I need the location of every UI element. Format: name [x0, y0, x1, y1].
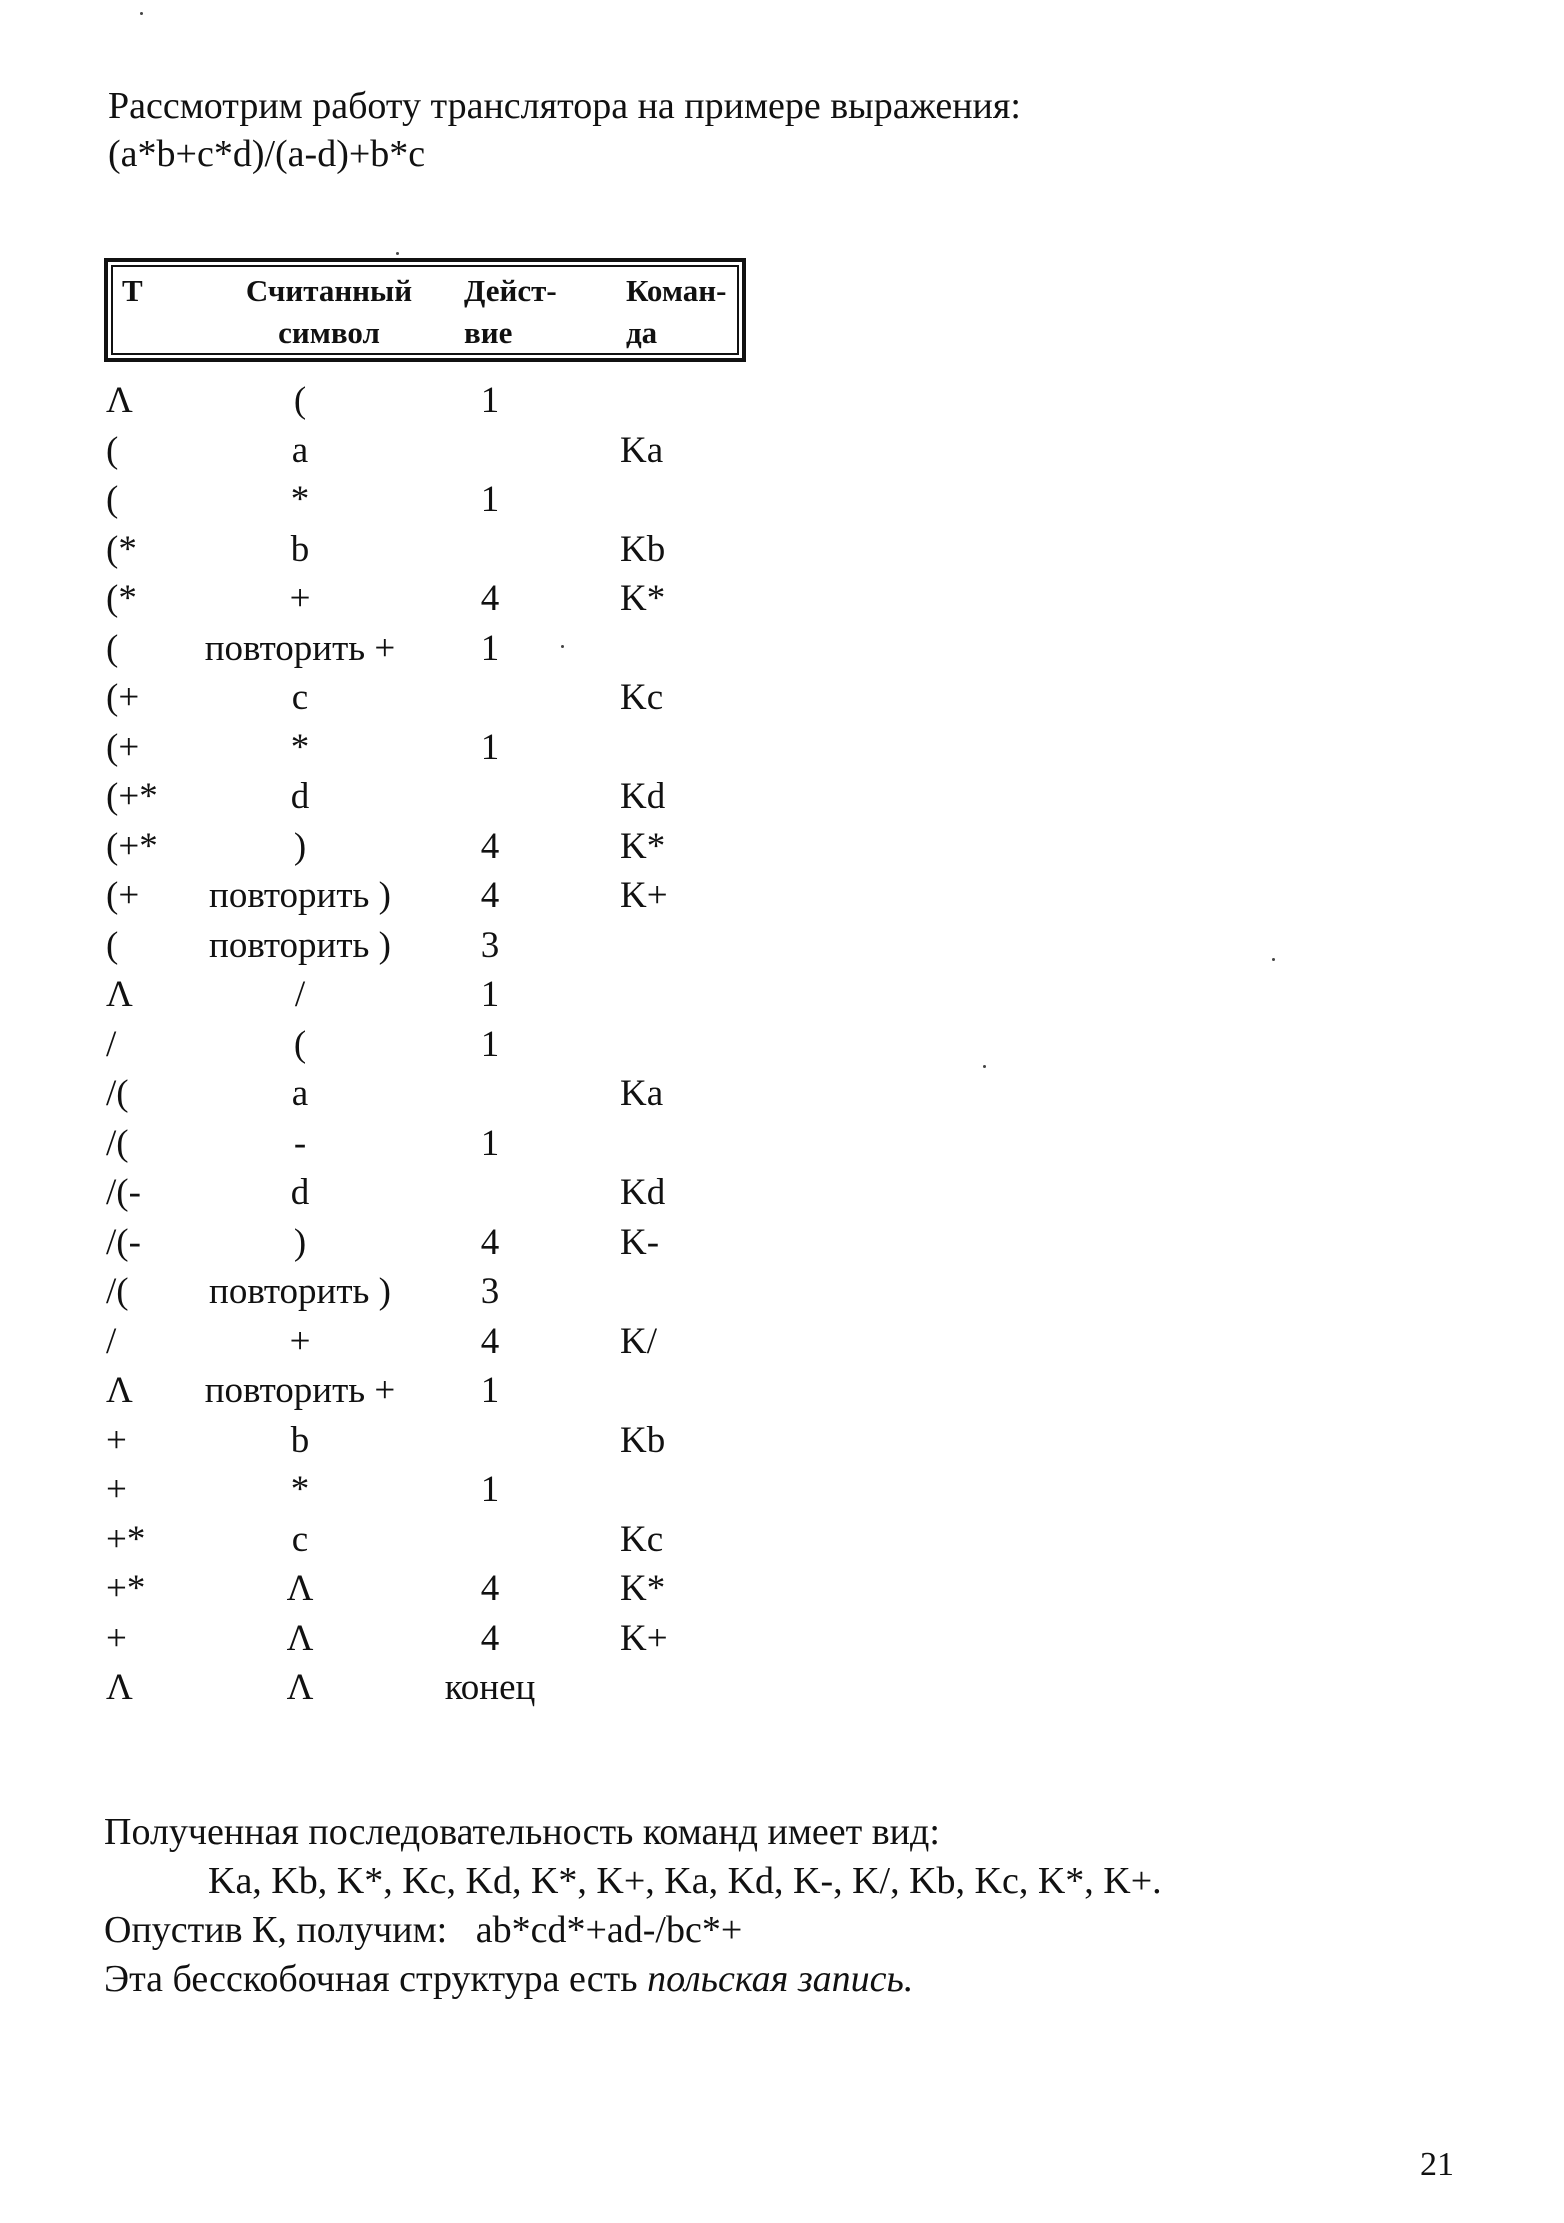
symbol-cell: Λ: [286, 1667, 314, 1708]
symbol-cell: повторить +: [204, 1370, 396, 1411]
conclusion-line-1: Полученная последовательность команд имеет вид:: [104, 1811, 940, 1853]
action-cell: 1: [480, 627, 500, 669]
command-cell: Kb: [620, 1419, 666, 1461]
page-number: 21: [1420, 2146, 1454, 2183]
header-action: Дейст- вие: [464, 273, 557, 350]
command-cell: Kb: [620, 528, 666, 570]
command-cell: Ka: [620, 1073, 664, 1114]
stack-cell: (: [106, 429, 119, 471]
stack-cell: (*: [106, 578, 137, 619]
command-sequence: Ka, Kb, K*, Kc, Kd, K*, K+, Ka, Kd, K-, K/, Kb, Kc, K*, K+.: [208, 1860, 1162, 1902]
action-cell: 1: [480, 479, 500, 520]
symbol-cell: *: [290, 1469, 310, 1510]
stack-cell: /: [106, 1320, 117, 1362]
conclusion-line-4-text: Эта бесскобочная структура есть: [104, 1958, 648, 2000]
action-cell: 4: [480, 1221, 500, 1263]
symbol-cell: b: [290, 1419, 310, 1461]
stack-cell: (+: [106, 875, 140, 916]
header-command: Коман- да: [626, 273, 727, 350]
action-cell: 4: [480, 1617, 500, 1659]
symbol-cell: *: [290, 479, 310, 520]
symbol-cell: повторить ): [209, 875, 391, 916]
table-header: [104, 258, 746, 362]
symbol-cell: b: [290, 528, 310, 570]
stack-cell: (+: [106, 726, 140, 768]
command-cell: K-: [620, 1221, 660, 1263]
symbol-cell: -: [293, 1122, 307, 1164]
command-cell: Ka: [620, 429, 664, 471]
symbol-cell: повторить ): [209, 924, 391, 966]
action-cell: 1: [480, 1469, 500, 1510]
intro-line-1: Рассмотрим работу транслятора на примере выражения:: [108, 85, 1021, 127]
action-cell: 3: [480, 924, 500, 966]
conclusion-line-3: Опустив К, получим: ab*cd*+ad-/bc*+: [104, 1909, 743, 1951]
symbol-cell: (: [293, 380, 307, 421]
action-cell: 3: [480, 1271, 500, 1312]
stack-cell: (+: [106, 677, 140, 718]
action-cell: 4: [480, 1568, 500, 1609]
stack-cell: +: [106, 1469, 127, 1510]
scan-speck: [983, 1065, 986, 1068]
command-cell: K*: [620, 578, 666, 619]
symbol-cell: a: [291, 1073, 309, 1114]
expression: (a*b+c*d)/(a-d)+b*c: [108, 133, 426, 175]
symbol-cell: *: [290, 726, 310, 768]
symbol-cell: +: [289, 578, 311, 619]
command-cell: K*: [620, 1568, 666, 1609]
stack-cell: /: [106, 1023, 117, 1065]
symbol-cell: повторить +: [204, 627, 396, 669]
stack-cell: /(: [106, 1073, 129, 1114]
stack-cell: (: [106, 924, 119, 966]
command-cell: K/: [620, 1320, 657, 1362]
stack-cell: +: [106, 1419, 127, 1461]
stack-cell: +*: [106, 1518, 146, 1560]
action-cell: 1: [480, 1023, 500, 1065]
action-cell: 4: [480, 875, 500, 916]
header-stack: T: [122, 273, 143, 308]
symbol-cell: Λ: [286, 1617, 314, 1659]
command-cell: K*: [620, 825, 666, 867]
action-cell: конец: [444, 1667, 536, 1708]
action-cell: 1: [480, 380, 500, 421]
action-cell: 4: [480, 1320, 500, 1362]
stack-cell: Λ: [106, 1370, 133, 1411]
symbol-cell: d: [290, 1172, 310, 1213]
symbol-cell: c: [291, 677, 309, 718]
scan-speck: [396, 252, 399, 255]
symbol-cell: (: [293, 1023, 307, 1065]
action-cell: 1: [480, 1122, 500, 1164]
stack-cell: Λ: [106, 1667, 133, 1708]
polish-notation-term: польская запись.: [647, 1958, 914, 2000]
symbol-cell: /: [294, 974, 306, 1015]
stack-cell: /(-: [106, 1221, 141, 1263]
symbol-cell: ): [293, 1221, 307, 1263]
symbol-cell: Λ: [286, 1568, 314, 1609]
stack-cell: Λ: [106, 974, 133, 1015]
symbol-cell: d: [290, 776, 310, 817]
symbol-cell: ): [293, 825, 307, 867]
action-cell: 4: [480, 825, 500, 867]
scan-speck: [561, 645, 564, 648]
action-cell: 4: [480, 578, 500, 619]
stack-cell: +*: [106, 1568, 146, 1609]
command-cell: Kc: [620, 677, 664, 718]
stack-cell: /(-: [106, 1172, 141, 1213]
scan-speck: [140, 12, 143, 15]
stack-cell: (+*: [106, 825, 158, 867]
stack-cell: +: [106, 1617, 127, 1659]
symbol-cell: c: [291, 1518, 309, 1560]
command-cell: K+: [620, 875, 668, 916]
command-cell: K+: [620, 1617, 668, 1659]
symbol-cell: +: [289, 1320, 311, 1362]
command-cell: Kd: [620, 776, 666, 817]
action-cell: 1: [480, 1370, 500, 1411]
stack-cell: /(: [106, 1271, 129, 1312]
action-cell: 1: [480, 726, 500, 768]
command-cell: Kd: [620, 1172, 666, 1213]
stack-cell: (: [106, 627, 119, 669]
stack-cell: /(: [106, 1122, 129, 1164]
conclusion-line-4: [104, 1955, 1162, 2004]
scan-speck: [1272, 958, 1275, 961]
stack-cell: (*: [106, 528, 137, 570]
conclusion-text: [104, 1808, 1162, 2004]
action-cell: 1: [480, 974, 500, 1015]
header-read-symbol: Считанный символ: [245, 273, 413, 350]
intro-text: [108, 82, 1021, 178]
stack-cell: (+*: [106, 776, 158, 817]
stack-cell: (: [106, 479, 119, 520]
stack-cell: Λ: [106, 380, 133, 421]
symbol-cell: a: [291, 429, 309, 471]
symbol-cell: повторить ): [209, 1271, 391, 1312]
command-cell: Kc: [620, 1518, 664, 1560]
